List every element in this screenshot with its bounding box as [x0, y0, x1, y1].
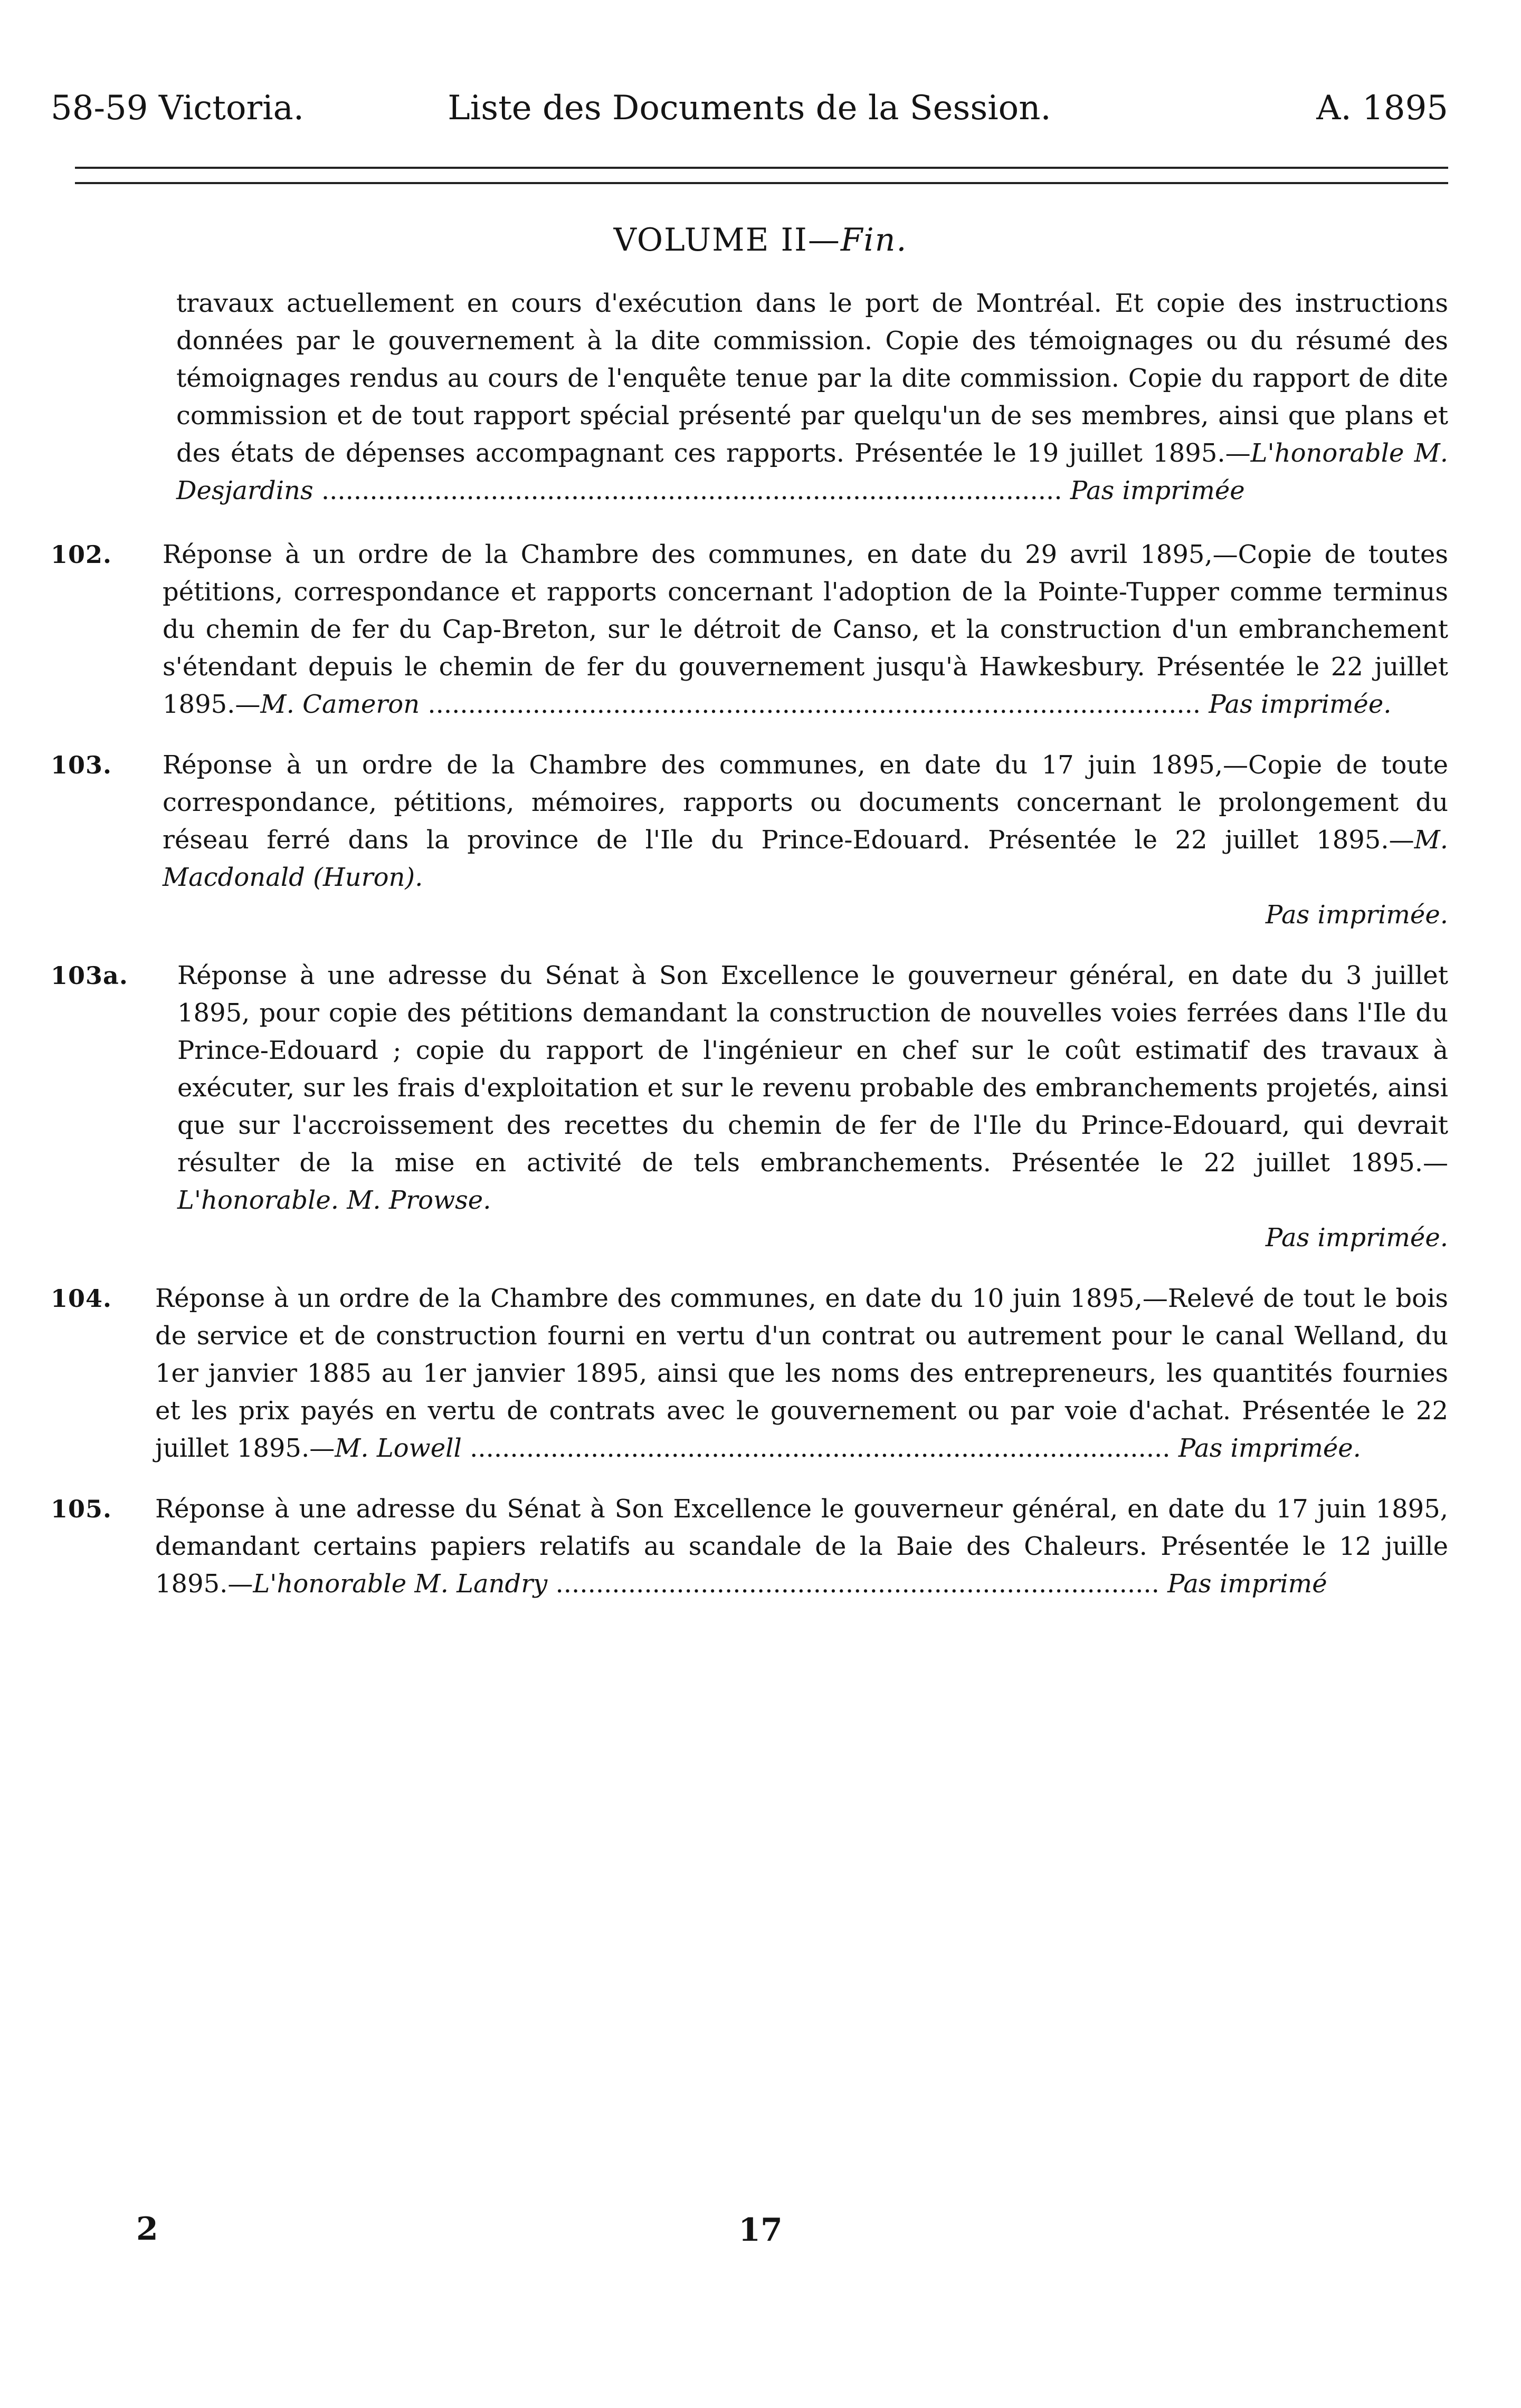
entry-continuation — [51, 285, 1448, 510]
entry-body — [51, 1490, 1448, 1603]
page-header — [51, 79, 1448, 137]
entry-author: L'honorable. M. Prowse. — [177, 1186, 491, 1215]
entry-body — [176, 285, 1448, 510]
entry-text: Réponse à un ordre de la Chambre des communes, en date du 17 juin 1895,—Copie de toute correspondance, pétitions, mémoires, rapports ou documents concernant le prolongement du réseau ferré dans la province de l'Ile du Prince-Edouard. Présentée le 22 juillet 1895.— — [163, 750, 1448, 855]
entry-text: Réponse à un ordre de la Chambre des communes, en date du 10 juin 1895,—Relevé de tout le bois de service et de construction fourni en vertu d'un contrat ou autrement pour le canal Welland, du 1er janvier 1885 au 1er janvier 1895, ainsi que les noms des entrepreneurs, les quantités fournies et les prix payés en vertu de contrats avec le gouvernement ou par voie d'achat. Présentée le 22 juillet 1895.— — [155, 1284, 1448, 1463]
volume-suffix: Fin. — [840, 222, 908, 259]
entry-status: Pas imprimé — [1167, 1569, 1327, 1599]
entry-number: 103a. — [51, 961, 128, 990]
volume-heading — [0, 214, 1521, 266]
entry-body — [51, 747, 1448, 896]
entry-text: Réponse à une adresse du Sénat à Son Excellence le gouverneur général, en date du 3 juillet 1895, pour copie des pétitions demandant la construction de nouvelles voies ferrées dans l'Ile du Prince-Edouard ; copie du rapport de l'ingénieur en chef sur le coût estimatif des travaux à exécuter, sur les frais d'exploitation et sur le revenu probable des embranchements projetés, ainsi que sur l'accroissement des recettes du chemin de fer de l'Ile du Prince-Edouard, qui devrait résulter de la mise en activité de tels embranchements. Présentée le 22 juillet 1895.— — [177, 961, 1448, 1178]
entry-author: L'honorable M. Desjardins — [176, 438, 1449, 505]
entry-leader-dots: ................................................................................................ — [420, 690, 1209, 719]
entry-body — [51, 1280, 1448, 1467]
header-rule-top — [75, 167, 1448, 169]
entry-body — [51, 536, 1448, 723]
entry-author: M. Macdonald (Huron). — [163, 825, 1448, 892]
entry-number: 102. — [51, 540, 112, 569]
entry-text: Réponse à une adresse du Sénat à Son Excellence le gouverneur général, en date du 17 juin 1895, demandant certains papiers relatifs au scandale de la Baie des Chaleurs. Présentée le 12 juille 1895.— — [155, 1494, 1448, 1599]
entry-text: travaux actuellement en cours d'exécution dans le port de Montréal. Et copie des instructions données par le gouvernement à la dite commission. Copie des témoignages ou du résumé des témoignages rendus au cours de l'enquête tenue par la dite commission. Copie du rapport de dite commission et de tout rapport spécial présenté par quelqu'un de ses membres, ainsi que plans et des états de dépenses accompagnant ces rapports. Présentée le 19 juillet 1895.— — [176, 289, 1448, 468]
header-title: Liste des Documents de la Session. — [448, 89, 1051, 128]
list-item — [51, 1490, 1448, 1603]
entry-number: 105. — [51, 1495, 112, 1523]
header-session-year: A. 1895 — [1316, 89, 1448, 128]
entry-status: Pas imprimée. — [1265, 900, 1448, 930]
entry-status: Pas imprimée. — [1265, 1223, 1448, 1253]
entry-number: 103. — [51, 751, 112, 779]
header-regnal-year: 58-59 Victoria. — [51, 89, 305, 128]
entry-text: Réponse à un ordre de la Chambre des communes, en date du 29 avril 1895,—Copie de toutes pétitions, correspondance et rapports concernant l'adoption de la Pointe-Tupper comme terminus du chemin de fer du Cap-Breton, sur le détroit de Canso, et la construction d'un embranchement s'étendant depuis le chemin de fer du gouvernement jusqu'à Hawkesbury. Présentée le 22 juillet 1895.— — [163, 540, 1448, 719]
entry-body — [51, 957, 1448, 1219]
entry-leader-dots: ........................................................................... — [547, 1569, 1168, 1599]
list-item — [51, 1280, 1448, 1467]
entry-number: 104. — [51, 1284, 112, 1313]
page-number: 17 — [738, 2212, 783, 2249]
entry-leader-dots: ....................................................................................... — [461, 1434, 1178, 1463]
document-list — [51, 285, 1448, 1626]
entry-status: Pas imprimée — [1070, 476, 1245, 505]
volume-title: VOLUME II— — [613, 222, 841, 259]
list-item — [51, 747, 1448, 934]
list-item — [51, 536, 1448, 723]
entry-author: M. Lowell — [335, 1434, 462, 1463]
entry-author: L'honorable M. Landry — [253, 1569, 548, 1599]
entry-status: Pas imprimée. — [1178, 1434, 1361, 1463]
entry-status: Pas imprimée. — [1209, 690, 1392, 719]
entry-author: M. Cameron — [260, 690, 420, 719]
header-rule-bottom — [75, 182, 1448, 184]
list-item — [51, 957, 1448, 1257]
entry-leader-dots: ............................................................................................ — [313, 476, 1070, 505]
footer-volume-number: 2 — [136, 2211, 158, 2248]
